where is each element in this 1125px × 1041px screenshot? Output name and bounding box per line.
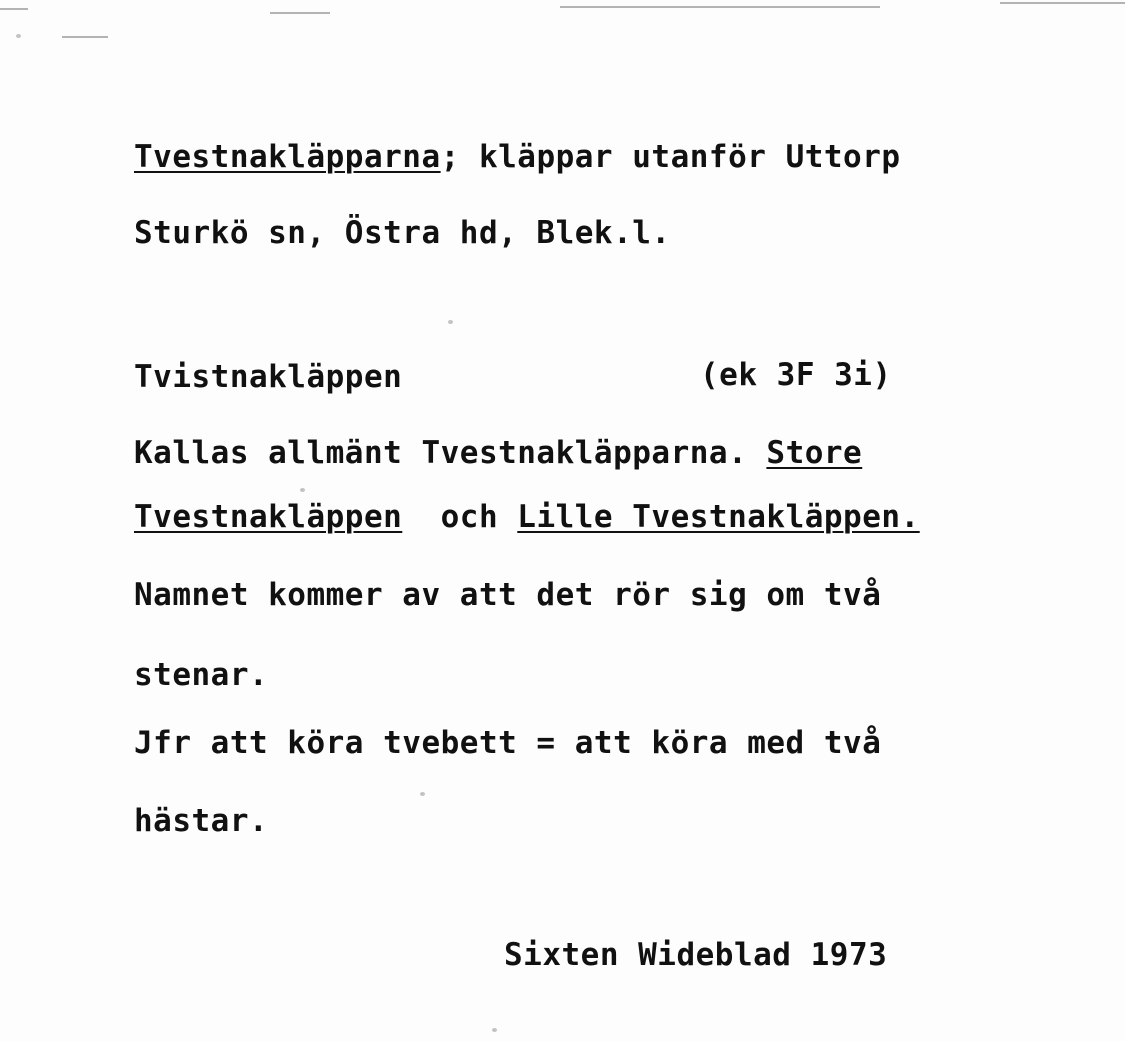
body-line xyxy=(134,658,268,692)
entry-title-text: Tvistnakläppen xyxy=(134,359,403,395)
headword: Tvestnakläpparna xyxy=(134,139,441,175)
locality-line xyxy=(134,216,671,250)
scan-edge-mark xyxy=(1000,2,1125,4)
body-line xyxy=(134,500,920,534)
body-line xyxy=(134,804,268,838)
scan-speck xyxy=(448,320,453,324)
headword-line xyxy=(134,140,901,174)
scan-speck xyxy=(420,792,425,796)
entry-title xyxy=(134,360,402,394)
scan-edge-mark xyxy=(62,36,108,38)
body-line xyxy=(134,436,862,470)
scan-edge-mark xyxy=(0,8,28,10)
scan-edge-mark xyxy=(270,12,330,14)
scan-speck xyxy=(492,1028,497,1032)
scan-speck xyxy=(300,488,305,492)
signature-text: Sixten Wideblad 1973 xyxy=(504,937,888,973)
signature xyxy=(504,938,887,972)
locality-text: Sturkö sn, Östra hd, Blek.l. xyxy=(134,215,671,251)
body-line-pre: Namnet kommer av att det rör sig om två xyxy=(134,577,882,613)
body-line-post: och xyxy=(402,499,518,535)
headword-rest: ; kläppar utanför Uttorp xyxy=(440,139,901,175)
body-line xyxy=(134,578,881,612)
scan-speck xyxy=(16,34,21,38)
body-line-underlined: Tvestnakläppen xyxy=(134,499,403,535)
body-line xyxy=(134,726,881,760)
body-line-underlined: Store xyxy=(766,435,863,471)
body-line-underlined-second: Lille Tvestnakläppen. xyxy=(517,499,920,535)
body-line-pre: Jfr att köra tvebett = att köra med två xyxy=(134,725,882,761)
map-reference-text: (ek 3F 3i) xyxy=(700,357,892,393)
scan-edge-mark xyxy=(560,6,880,8)
map-reference xyxy=(700,358,892,392)
body-line-pre: Kallas allmänt Tvestnakläpparna. xyxy=(134,435,767,471)
body-line-pre: stenar. xyxy=(134,657,269,693)
body-line-pre: hästar. xyxy=(134,803,269,839)
